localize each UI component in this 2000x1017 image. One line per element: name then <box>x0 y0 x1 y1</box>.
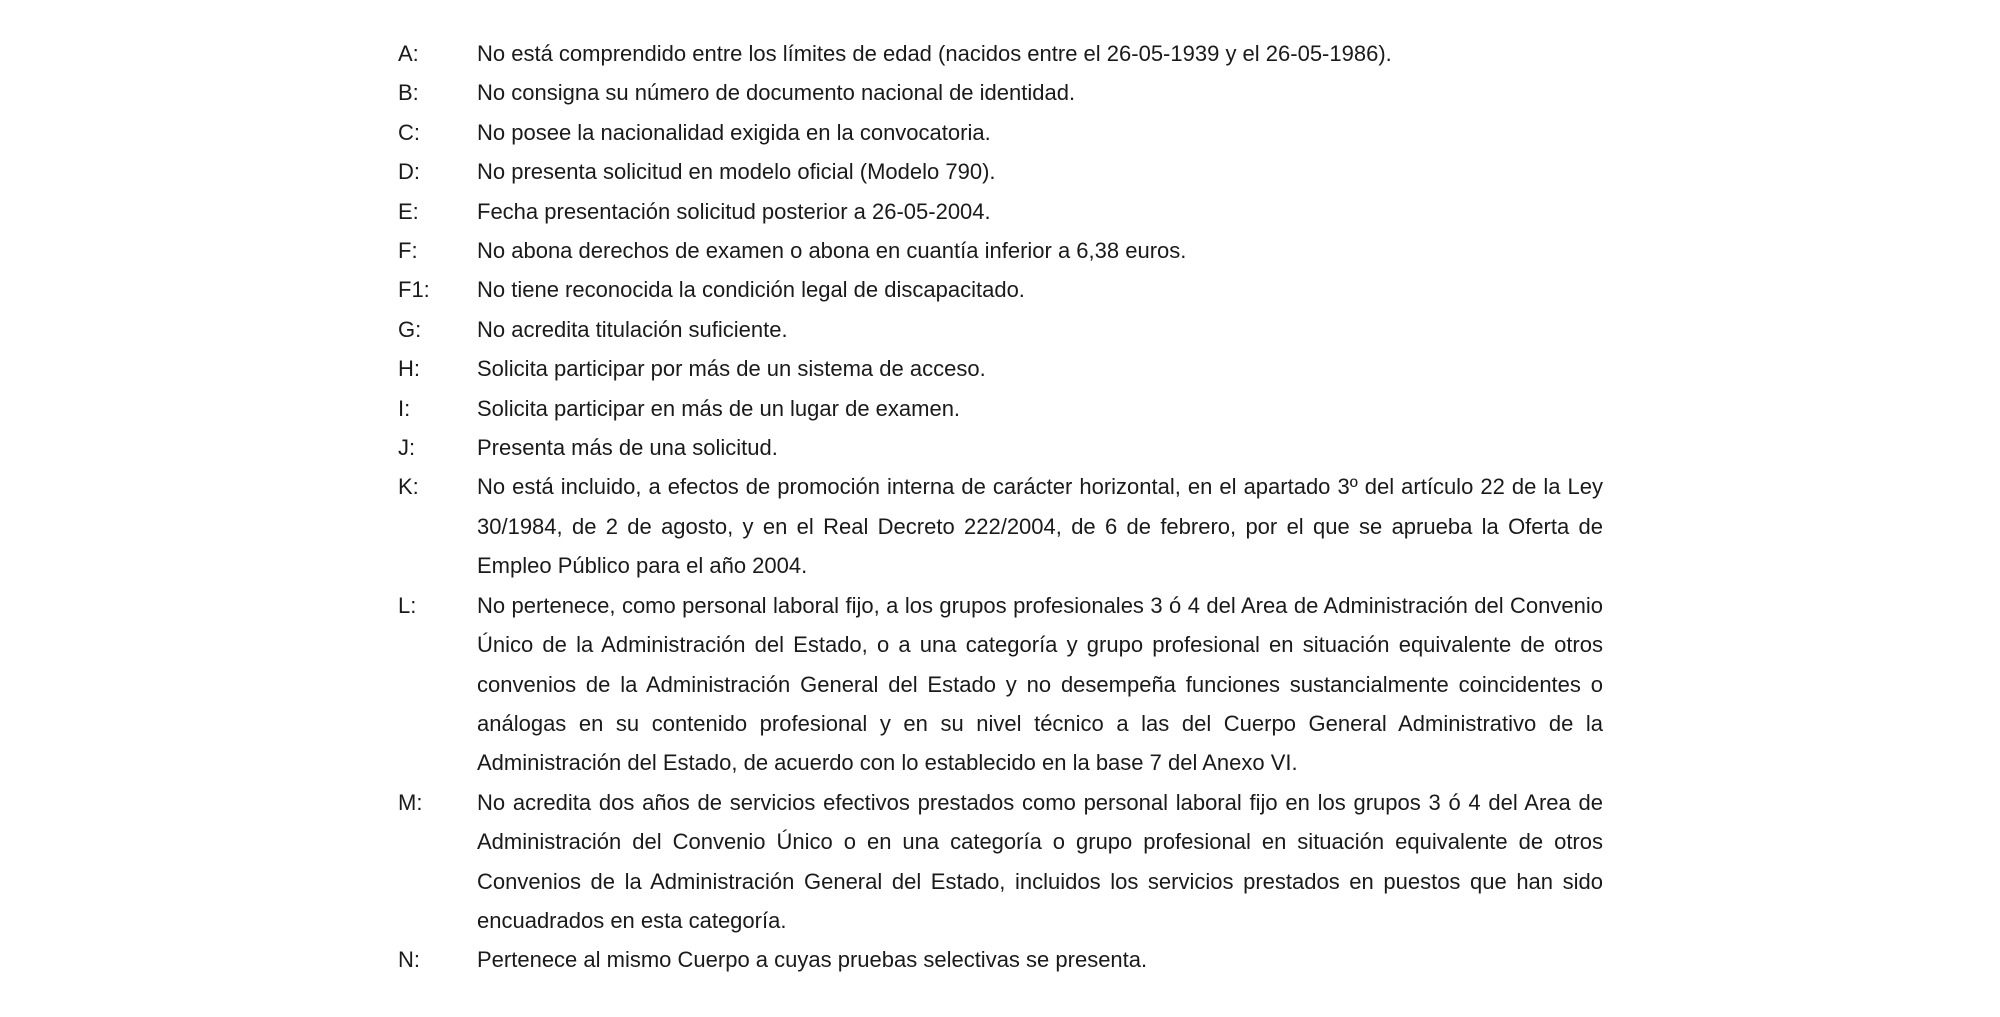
cause-text: No presenta solicitud en modelo oficial (Modelo 790). <box>477 159 996 185</box>
cause-text: Fecha presentación solicitud posterior a 26-05-2004. <box>477 198 991 224</box>
list-item <box>398 152 1603 191</box>
list-item <box>398 34 1603 73</box>
cause-code: F: <box>398 238 418 264</box>
cause-text: Pertenece al mismo Cuerpo a cuyas pruebas selectivas se presenta. <box>477 947 1148 973</box>
list-item <box>398 231 1603 270</box>
list-item <box>398 940 1603 979</box>
cause-code: A: <box>398 41 419 66</box>
cause-code: G: <box>398 316 422 342</box>
list-item <box>398 113 1603 152</box>
list-item <box>398 389 1603 428</box>
cause-code: M: <box>398 789 423 815</box>
exclusion-causes-list <box>398 34 1603 980</box>
cause-text: No está incluido, a efectos de promoción interna de carácter horizontal, en el apartado 3º del artículo 22 de la Ley 30/1984, de 2 de agosto, y en el Real Decreto 222/2004, de 6 de febrero, por el que se aprueba la Oferta de Empleo Público para el año 2004. <box>477 474 1603 579</box>
cause-text: No está comprendido entre los límites de edad (nacidos entre el 26-05-1939 y el 26-05-1986). <box>477 41 1392 66</box>
cause-code: L: <box>398 592 417 618</box>
cause-code: N: <box>398 947 420 973</box>
cause-code: I: <box>398 395 411 421</box>
cause-text: No acredita dos años de servicios efectivos prestados como personal laboral fijo en los grupos 3 ó 4 del Area de Administración del Convenio Único o en una categoría o grupo profesional en situación equivalente de otros Convenios de la Administración General del Estado, incluidos los servicios prestados en puestos que han sido encuadrados en esta categoría. <box>477 789 1603 933</box>
list-item <box>398 73 1603 112</box>
list-item <box>398 270 1603 309</box>
list-item <box>398 192 1603 231</box>
list-item <box>398 467 1603 585</box>
cause-text: No consigna su número de documento nacional de identidad. <box>477 80 1076 106</box>
cause-text: No tiene reconocida la condición legal de discapacitado. <box>477 277 1025 303</box>
cause-text: No pertenece, como personal laboral fijo, a los grupos profesionales 3 ó 4 del Area de Administración del Convenio Único de la Administración del Estado, o a una categoría y grupo profesional en situación equivalente de otros convenios de la Administración General del Estado y no desempeña funciones sustancialmente coincidentes o análogas en su contenido profesional y en su nivel técnico a las del Cuerpo General Administrativo de la Administración del Estado, de acuerdo con lo establecido en la base 7 del Anexo VI. <box>477 592 1603 776</box>
list-item <box>398 349 1603 388</box>
list-item <box>398 310 1603 349</box>
cause-code: K: <box>398 474 419 500</box>
cause-code: J: <box>398 435 416 461</box>
cause-code: B: <box>398 80 419 106</box>
cause-text: No abona derechos de examen o abona en cuantía inferior a 6,38 euros. <box>477 238 1187 264</box>
list-item <box>398 586 1603 783</box>
cause-code: E: <box>398 198 419 224</box>
list-item <box>398 428 1603 467</box>
cause-code: C: <box>398 119 420 145</box>
cause-text: No posee la nacionalidad exigida en la convocatoria. <box>477 119 991 145</box>
cause-text: No acredita titulación suficiente. <box>477 316 788 342</box>
list-item <box>398 783 1603 941</box>
cause-code: H: <box>398 356 420 382</box>
cause-text: Solicita participar en más de un lugar de examen. <box>477 395 961 421</box>
cause-text: Presenta más de una solicitud. <box>477 435 778 461</box>
cause-text: Solicita participar por más de un sistema de acceso. <box>477 356 986 382</box>
cause-code: D: <box>398 159 420 185</box>
cause-code: F1: <box>398 277 430 303</box>
